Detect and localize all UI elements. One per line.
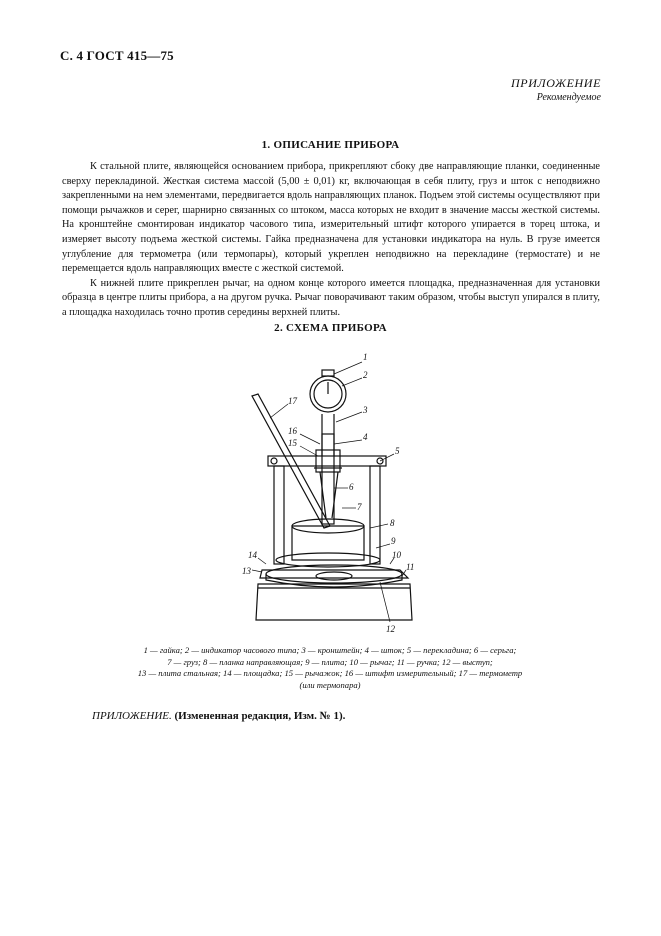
- callout: 6: [349, 482, 354, 492]
- callout: 5: [395, 446, 400, 456]
- stem: [322, 434, 334, 524]
- callout: 9: [391, 536, 396, 546]
- description-text: [62, 160, 600, 321]
- callout: 3: [363, 405, 368, 415]
- callout: 2: [363, 370, 368, 380]
- section-title-scheme: 2. СХЕМА ПРИБОРА: [274, 322, 387, 334]
- callout: 14: [248, 550, 257, 560]
- platform: [316, 572, 352, 580]
- appendix-title: ПРИЛОЖЕНИЕ: [511, 76, 601, 90]
- callout: 15: [288, 438, 297, 448]
- apparatus-svg: [230, 348, 430, 638]
- callout: 16: [288, 426, 297, 436]
- callout: 8: [390, 518, 395, 528]
- legend-line: 13 — плита стальная; 14 — площадка; 15 — рычажок; 16 — штифт измерительный; 17 — термометр: [137, 668, 523, 679]
- appendix-label: [511, 76, 601, 103]
- thermometer: [252, 394, 330, 528]
- apparatus-diagram: [230, 348, 430, 638]
- appendix-note: Рекомендуемое: [536, 92, 601, 103]
- footer-note: [92, 710, 345, 722]
- guide-rail-right: [370, 466, 380, 564]
- paragraph: К стальной плите, являющейся основанием прибора, прикрепляют сбоку две направляющие планки, соединенные сверху перекладиной. Жесткая система массой (5,00 ± 0,01) кг, включающая в себя плиту, груз и шток с неподвижно закрепленными на нем элементами, передвигается вдоль направляющих планок. Подъем этой системы осуществляют при помощи рычажков и серег, шарнирно связанных со штоком, масса которых не входит в значение массы жесткой системы. На кронштейне смонтирован индикатор часового типа, измерительный штифт которого упирается в торец штока, и измеряет высоту подъема жесткой системы. Гайка предназначена для установки индикатора на нуль. В грузе имеется углубление для термометра (или термопары), который укреплен неподвижно на перекладине (термостате) и не перемещается вдоль направляющих вместе с жесткой системой.: [62, 161, 600, 275]
- guide-rail-left: [274, 466, 284, 564]
- callout: 17: [288, 396, 297, 406]
- callout: 12: [386, 624, 395, 634]
- callout: 11: [406, 562, 415, 572]
- shackle: [320, 472, 326, 518]
- footer-text: (Измененная редакция, Изм. № 1).: [174, 710, 346, 722]
- legend-line: (или термопара): [299, 679, 361, 690]
- lever: [260, 570, 408, 578]
- legend-line: 7 — груз; 8 — планка направляющая; 9 — плита; 10 — рычаг; 11 — ручка; 12 — выступ;: [167, 656, 493, 667]
- callout: 10: [392, 550, 401, 560]
- callout: 7: [357, 502, 362, 512]
- footer-label: ПРИЛОЖЕНИЕ.: [92, 710, 172, 722]
- page-header: С. 4 ГОСТ 415—75: [60, 48, 174, 63]
- nut: [322, 370, 334, 376]
- callout: 4: [363, 432, 368, 442]
- figure-legend: [110, 645, 550, 691]
- callout: 1: [363, 352, 368, 362]
- base-plate: [256, 584, 412, 620]
- section-title-description: 1. ОПИСАНИЕ ПРИБОРА: [261, 139, 400, 151]
- callout: 13: [242, 566, 251, 576]
- paragraph: К нижней плите прикреплен рычаг, на одном конце которого имеется площадка, предназначенная для установки образца в центре плиты прибора, а на другом ручка. Рычаг поворачивают таким образом, чтобы выступ упирался в плиту, а площадка находилась точно против середины верхней плиты.: [62, 277, 600, 318]
- legend-line: 1 — гайка; 2 — индикатор часового типа; 3 — кронштейн; 4 — шток; 5 — перекладина; 6 — серьга;: [143, 645, 517, 655]
